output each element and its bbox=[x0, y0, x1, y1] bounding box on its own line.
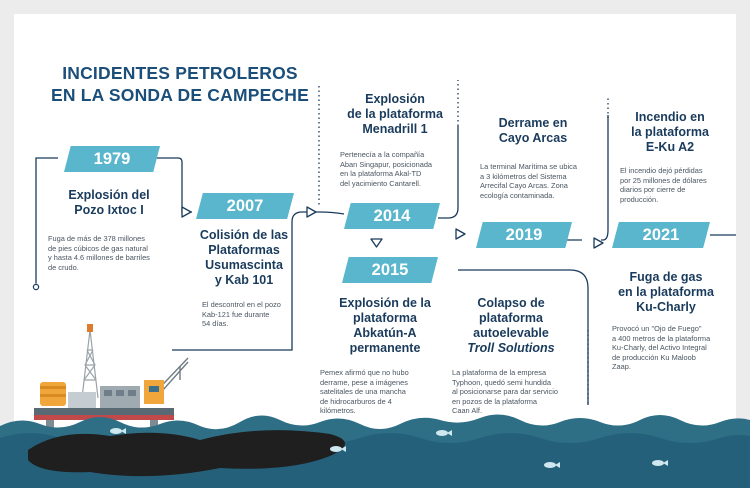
event-2015-heading: Explosión de la plataforma Abkatún-A permanente bbox=[339, 296, 431, 355]
year-badge-2007: 2007 bbox=[196, 193, 294, 219]
event-2021-heading: Fuga de gas en la plataforma Ku-Charly bbox=[618, 270, 714, 314]
event-2021-description: Provocó un "Ojo de Fuego" a 400 metros de la plataforma Ku-Charly, del Activo Integral de producción Ku Maloob Zaap. bbox=[612, 324, 711, 372]
title-line-1: INCIDENTES PETROLEROS bbox=[62, 63, 298, 83]
sea-waves bbox=[0, 398, 750, 488]
title-line-2: EN LA SONDA DE CAMPECHE bbox=[50, 85, 310, 105]
arrow-right-icon bbox=[456, 229, 465, 239]
event-1979-heading: Explosión del Pozo Ixtoc I bbox=[68, 188, 150, 217]
event-troll-description: La plataforma de la empresa Typhoon, quedó semi hundida al posicionarse para dar servicio en pozos de la plataforma Caan Alf. bbox=[452, 368, 558, 416]
event-2007-description: El descontrol en el pozo Kab-121 fue durante 54 días. bbox=[202, 300, 281, 329]
event-ekua2-description: El incendio dejó pérdidas por 25 millones de dólares diarios por cierre de producción. bbox=[620, 166, 707, 204]
year-badge-2019: 2019 bbox=[476, 222, 572, 248]
event-ekua2-heading: Incendio en la plataforma E-Ku A2 bbox=[631, 110, 709, 154]
year-badge-2015: 2015 bbox=[342, 257, 438, 283]
event-cayo-arcas-description: La terminal Marítima se ubica a 3 kilómetros del Sistema Arrecifal Cayo Arcas. Zona ecología contaminada. bbox=[480, 162, 577, 200]
event-2007-heading: Colisión de las Plataformas Usumascinta y Kab 101 bbox=[199, 228, 289, 287]
year-badge-2021: 2021 bbox=[612, 222, 710, 248]
arrow-right-icon bbox=[182, 207, 191, 217]
arrow-right-icon bbox=[307, 207, 316, 217]
arrow-down-icon bbox=[371, 239, 382, 247]
event-troll-heading: Colapso de plataforma autoelevable Troll Solutions bbox=[467, 296, 555, 355]
page-title bbox=[40, 62, 320, 106]
event-menadrill-description: Pertenecía a la compañía Aban Singapur, posicionada en la plataforma Akal-TD del yacimiento Cantarell. bbox=[340, 150, 433, 188]
event-menadrill-heading: Explosión de la plataforma Menadrill 1 bbox=[347, 92, 443, 136]
event-1979-description: Fuga de más de 378 millones de pies cúbicos de gas natural y hasta 4.6 millones de barriles de crudo. bbox=[48, 234, 150, 272]
year-badge-2014: 2014 bbox=[344, 203, 440, 229]
event-2015-description: Pemex afirmó que no hubo derrame, pese a imágenes satelitales de una mancha de hidrocarburos de 4 kilómetros. bbox=[320, 368, 409, 416]
event-cayo-arcas-heading: Derrame en Cayo Arcas bbox=[498, 116, 568, 145]
year-badge-1979: 1979 bbox=[64, 146, 160, 172]
